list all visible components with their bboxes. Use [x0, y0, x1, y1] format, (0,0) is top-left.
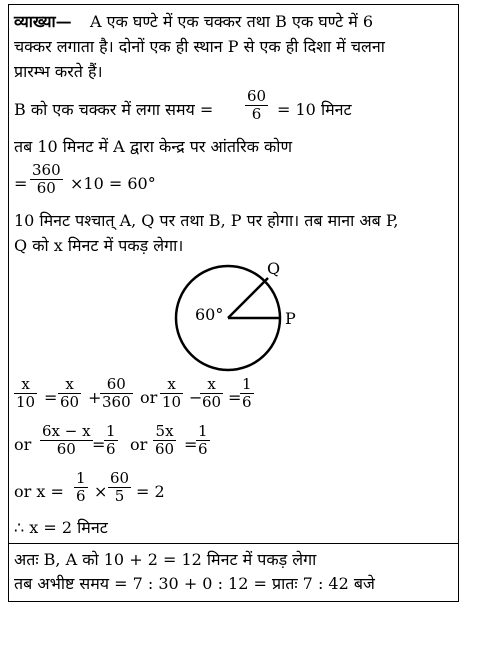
explanation-line-3: प्रारम्भ करते हैं।	[14, 62, 103, 81]
eq1-fraction-4	[160, 376, 183, 411]
fraction-denominator: 60	[60, 393, 80, 411]
fraction-numerator: 60	[247, 87, 267, 105]
fraction-denominator: 10	[16, 393, 36, 411]
eq2-fraction-2	[104, 423, 118, 458]
fraction-numerator: 6x − x	[42, 422, 91, 440]
fraction-denominator: 360	[102, 393, 131, 411]
eq1-op-2: +	[88, 388, 102, 407]
time-b-fraction	[245, 88, 268, 123]
eq3-op: ×	[94, 482, 108, 501]
angle-result: ×10 = 60°	[70, 174, 156, 193]
eq1-fraction-1	[14, 376, 37, 411]
fraction-denominator: 6	[76, 487, 86, 505]
time-b-text: B को एक चक्कर में लगा समय =	[14, 100, 214, 119]
fraction-numerator: 1	[198, 422, 208, 440]
fraction-denominator: 60	[36, 179, 56, 197]
explanation-heading: व्याख्या—	[14, 12, 72, 31]
eq2-fraction-3	[153, 423, 176, 458]
fraction-denominator: 5	[114, 487, 125, 505]
fraction-denominator: 6	[242, 393, 252, 411]
section-divider	[8, 543, 459, 544]
eq2-op-2: =	[184, 435, 198, 454]
fraction-denominator: 60	[56, 440, 76, 458]
eq1-fraction-5	[200, 376, 223, 411]
fraction-denominator: 10	[162, 393, 182, 411]
fraction-denominator: 6	[198, 440, 208, 458]
fraction-denominator: 60	[202, 393, 222, 411]
eq1-op-3: −	[189, 388, 203, 407]
eq3-fraction-2	[108, 470, 131, 505]
time-b-result: = 10 मिनट	[277, 100, 352, 119]
fraction-denominator: 60	[155, 440, 175, 458]
fraction-numerator: 60	[110, 469, 130, 487]
point-p-label: P	[285, 309, 296, 328]
eq2-fraction-1	[40, 423, 93, 458]
fraction-numerator: x	[14, 376, 37, 394]
eq2-fraction-4	[196, 423, 210, 458]
fraction-numerator: 1	[76, 469, 86, 487]
fraction-denominator: 6	[106, 440, 116, 458]
eq2-or-2: or	[130, 435, 148, 454]
conclusion-line: ∴ x = 2 मिनट	[14, 518, 108, 537]
after-line-1: 10 मिनट पश्चात् A, Q पर तथा B, P पर होगा। तब माना अब P,	[14, 211, 399, 230]
fraction-numerator: 60	[100, 376, 133, 394]
angle-label: 60°	[195, 305, 224, 324]
radius-q	[228, 278, 268, 318]
eq3-prefix: or x =	[14, 482, 64, 501]
footer-line-2: तब अभीष्ट समय = 7 : 30 + 0 : 12 = प्रातः 7 : 42 बजे	[14, 574, 375, 593]
angle-fraction	[30, 162, 63, 197]
eq1-or: or	[140, 388, 158, 407]
fraction-numerator: x	[200, 376, 223, 394]
circle-diagram	[160, 255, 320, 380]
eq1-op-4: =	[228, 388, 242, 407]
eq3-fraction-1	[74, 470, 88, 505]
explanation-line-1: A एक घण्टे में एक चक्कर तथा B एक घण्टे में 6	[90, 12, 374, 31]
fraction-numerator: 1	[106, 422, 116, 440]
point-q-label: Q	[267, 259, 281, 278]
angle-eq-prefix: =	[14, 174, 28, 193]
eq1-fraction-6	[240, 376, 254, 411]
fraction-numerator: x	[58, 376, 81, 394]
eq3-result: = 2	[136, 482, 165, 501]
eq2-op-1: =	[92, 435, 106, 454]
eq1-fraction-2	[58, 376, 81, 411]
eq2-or-1: or	[14, 435, 32, 454]
eq1-op-1: =	[44, 388, 58, 407]
angle-intro: तब 10 मिनट में A द्वारा केन्द्र पर आंतरिक कोण	[14, 137, 293, 156]
explanation-line-2: चक्कर लगाता है। दोनों एक ही स्थान P से एक ही दिशा में चलना	[14, 37, 385, 56]
footer-line-1: अतः B, A को 10 + 2 = 12 मिनट में पकड़ लेगा	[14, 550, 317, 569]
after-line-2: Q को x मिनट में पकड़ लेगा।	[14, 236, 184, 255]
eq1-fraction-3	[100, 376, 133, 411]
fraction-denominator: 6	[251, 105, 262, 123]
fraction-numerator: 5x	[153, 423, 176, 441]
fraction-numerator: x	[160, 376, 183, 394]
fraction-numerator: 360	[32, 161, 61, 179]
fraction-numerator: 1	[242, 375, 252, 393]
